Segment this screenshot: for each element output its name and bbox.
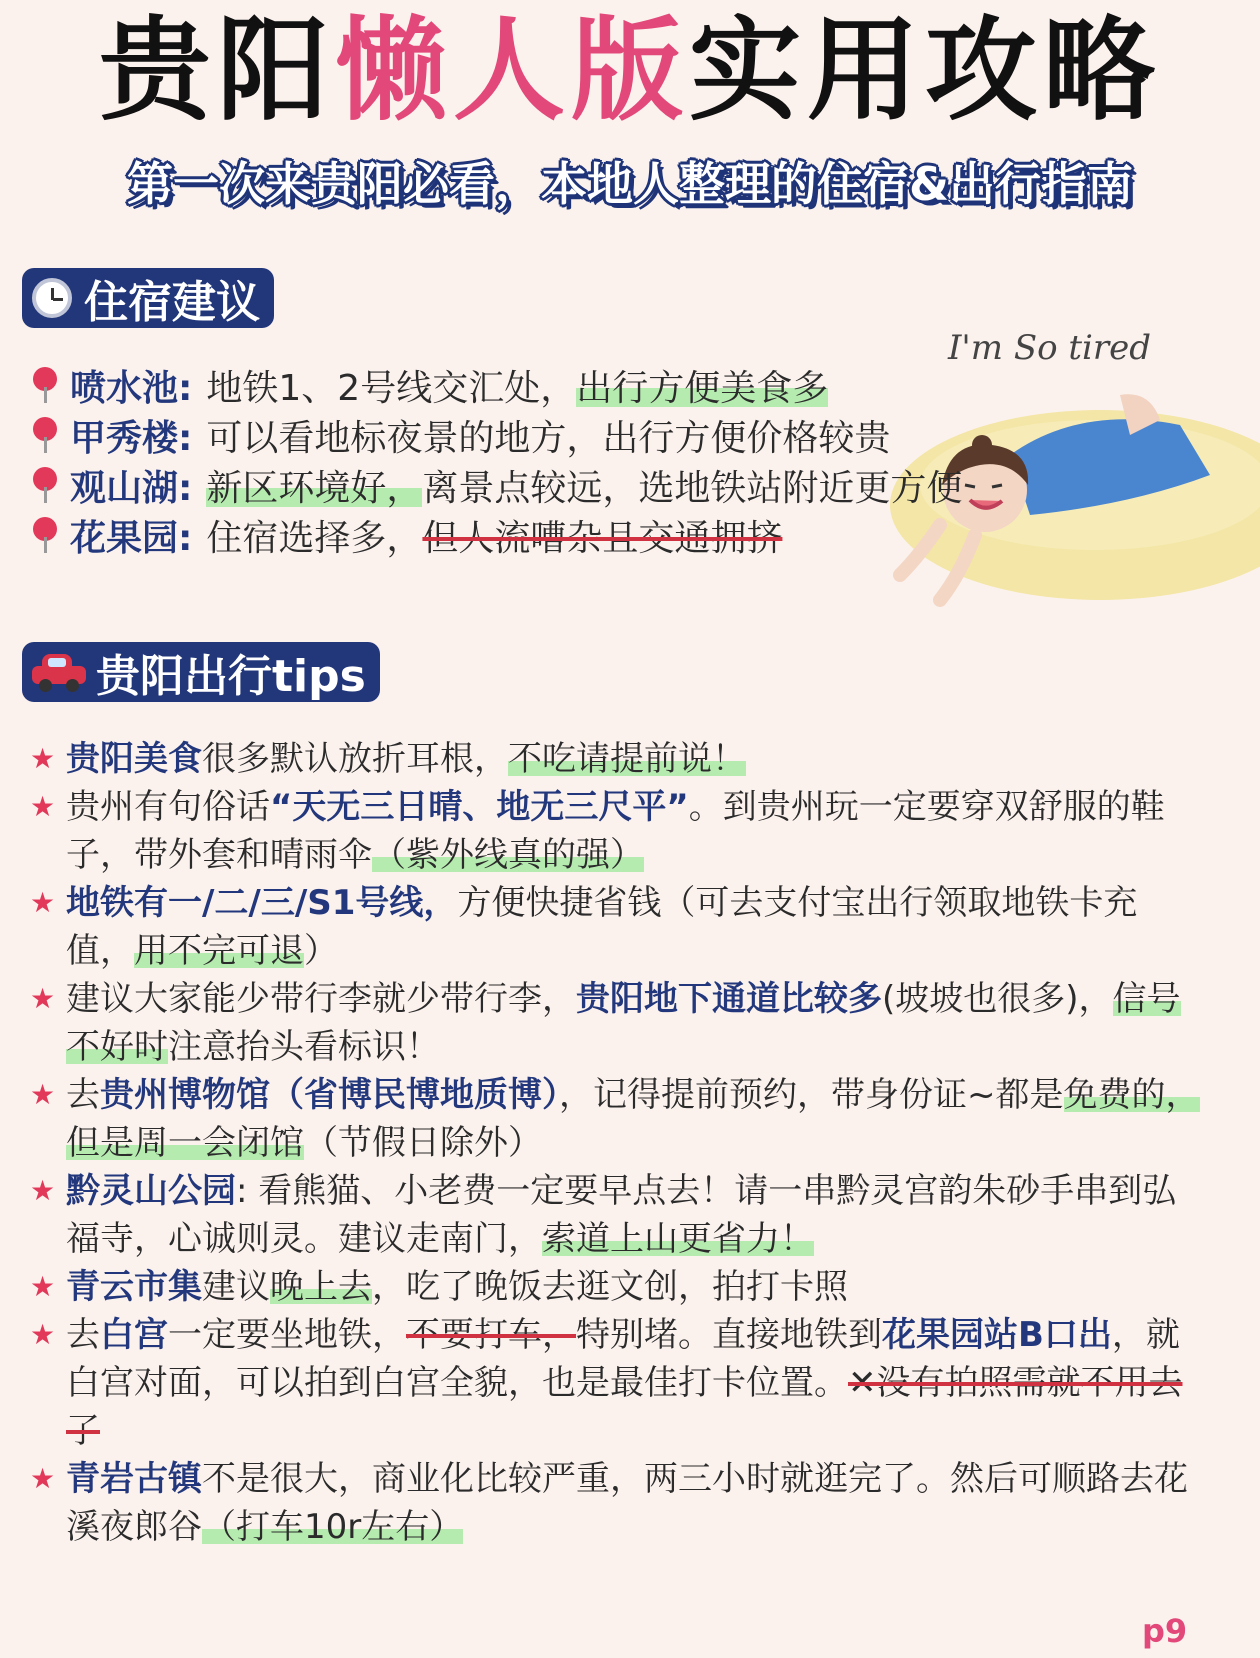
star-icon: ★ [30, 1270, 56, 1303]
title-part3: 实用攻略 [689, 6, 1161, 136]
tip-text: 去 [66, 1315, 100, 1355]
pin-icon [30, 513, 60, 557]
tip-keyword: 贵阳地下通道比较多 [576, 979, 882, 1019]
tip-item [30, 1455, 1200, 1551]
stay-place: 观山湖: [70, 467, 193, 509]
tip-highlight: 免费的，但是周一会闭馆 [66, 1075, 1200, 1163]
title-part2: 懒人版 [335, 6, 689, 136]
tip-text: 。到贵州玩一定要穿双舒服的鞋子，带外套和晴雨伞 [66, 787, 1165, 875]
tip-text: 特别堵。直接地铁到 [576, 1315, 882, 1355]
tip-keyword: 花果园站B口出 [882, 1315, 1112, 1355]
stay-desc: 住宿选择多， [206, 517, 423, 559]
section-stay-header [22, 268, 274, 328]
tip-keyword: 地铁有一/二/三/S1号线， [66, 883, 458, 923]
pin-icon [30, 463, 60, 507]
star-icon: ★ [30, 1318, 56, 1351]
illustration-caption: I'm So tired [948, 328, 1152, 368]
stay-item [30, 410, 990, 460]
tip-keyword: 贵州博物馆（省博民博地质博） [100, 1075, 559, 1115]
tip-item [30, 1263, 1200, 1311]
tip-text: 注意抬头看标识！ [168, 1027, 440, 1067]
title-part1: 贵阳 [99, 6, 335, 136]
stay-place: 喷水池: [70, 367, 193, 409]
page-subtitle: 第一次来贵阳必看，本地人整理的住宿&出行指南 [126, 157, 1134, 211]
page-number: p9 [1142, 1612, 1188, 1650]
tip-text: 一定要坐地铁， [168, 1315, 406, 1355]
stay-strike: 但人流嘈杂且交通拥挤 [422, 517, 783, 559]
tip-item [30, 735, 1200, 783]
tip-keyword: 青云市集 [66, 1267, 202, 1307]
tip-highlight: 不吃请提前说！ [508, 739, 746, 779]
tip-text: ） [304, 931, 338, 971]
tip-item [30, 1311, 1200, 1455]
star-icon: ★ [30, 790, 56, 823]
tip-strike: 不要打车， [406, 1315, 576, 1355]
stay-highlight: 新区环境好， [206, 460, 422, 511]
star-icon: ★ [30, 886, 56, 919]
stay-place: 甲秀楼: [70, 417, 193, 459]
tip-text: ，记得提前预约，带身份证~都是 [559, 1075, 1064, 1115]
pin-icon [30, 413, 60, 457]
stay-desc: 离景点较远，选地铁站附近更方便 [422, 467, 963, 509]
star-icon: ★ [30, 1078, 56, 1111]
star-icon: ★ [30, 1174, 56, 1207]
tips-list [30, 735, 1200, 1551]
tip-text: (坡坡也很多)， [882, 979, 1113, 1019]
tip-text: 建议大家能少带行李就少带行李， [66, 979, 576, 1019]
tip-keyword: 白宫 [100, 1315, 168, 1355]
section-stay-label: 住宿建议 [84, 277, 260, 328]
tip-item [30, 1167, 1200, 1263]
clock-icon [32, 278, 72, 318]
tip-text: : 看熊猫、小老费一定要早点去！请一串黔灵宫韵朱砂手串到弘福寺，心诚则灵。建议走南门， [66, 1171, 1177, 1259]
tip-highlight: 索道上山更省力！ [542, 1219, 814, 1259]
tip-highlight: （打车10r左右） [202, 1507, 464, 1547]
tip-text: 建议 [202, 1267, 270, 1307]
page-title [0, 6, 1260, 136]
stay-place: 花果园: [70, 517, 193, 559]
tip-keyword: “天无三日晴、地无三尺平” [270, 787, 689, 827]
tip-item [30, 879, 1200, 975]
pin-icon [30, 363, 60, 407]
section-tips-header [22, 642, 380, 702]
section-tips-label: 贵阳出行tips [96, 651, 366, 702]
star-icon: ★ [30, 742, 56, 775]
tip-highlight: 用不完可退 [134, 931, 304, 971]
tip-text: 去 [66, 1075, 100, 1115]
tip-text: 方便快捷省钱（可去支付宝出行领取地铁卡充值， [66, 883, 1138, 971]
tip-highlight: 晚上去 [270, 1267, 372, 1307]
tip-strike: ✕没有拍照需就不用去了 [66, 1363, 1183, 1451]
stay-item [30, 460, 990, 510]
tip-text: （节假日除外） [304, 1123, 542, 1163]
tip-text: ，就白宫对面，可以拍到白宫全貌，也是最佳打卡位置。 [66, 1315, 1180, 1403]
tip-text: 很多默认放折耳根， [202, 739, 508, 779]
tip-highlight: （紫外线真的强） [372, 835, 644, 875]
star-icon: ★ [30, 982, 56, 1015]
tip-text: 贵州有句俗话 [66, 787, 270, 827]
tip-text: ，吃了晚饭去逛文创，拍打卡照 [372, 1267, 848, 1307]
tip-item [30, 783, 1200, 879]
tip-item [30, 975, 1200, 1071]
tip-keyword: 黔灵山公园 [66, 1171, 236, 1211]
tip-keyword: 青岩古镇 [66, 1459, 202, 1499]
stay-highlight: 出行方便美食多 [576, 360, 828, 411]
stay-item [30, 360, 990, 410]
stay-list [30, 360, 990, 560]
tip-highlight: 信号不好时 [66, 979, 1181, 1067]
stay-desc: 可以看地标夜景的地方，出行方便价格较贵 [206, 417, 891, 459]
stay-item [30, 510, 990, 560]
tip-item [30, 1071, 1200, 1167]
stay-desc: 地铁1、2号线交汇处， [206, 367, 577, 409]
car-icon [32, 652, 86, 692]
star-icon: ★ [30, 1462, 56, 1495]
tip-text: 不是很大，商业化比较严重，两三小时就逛完了。然后可顺路去花溪夜郎谷 [66, 1459, 1188, 1547]
tip-keyword: 贵阳美食 [66, 739, 202, 779]
